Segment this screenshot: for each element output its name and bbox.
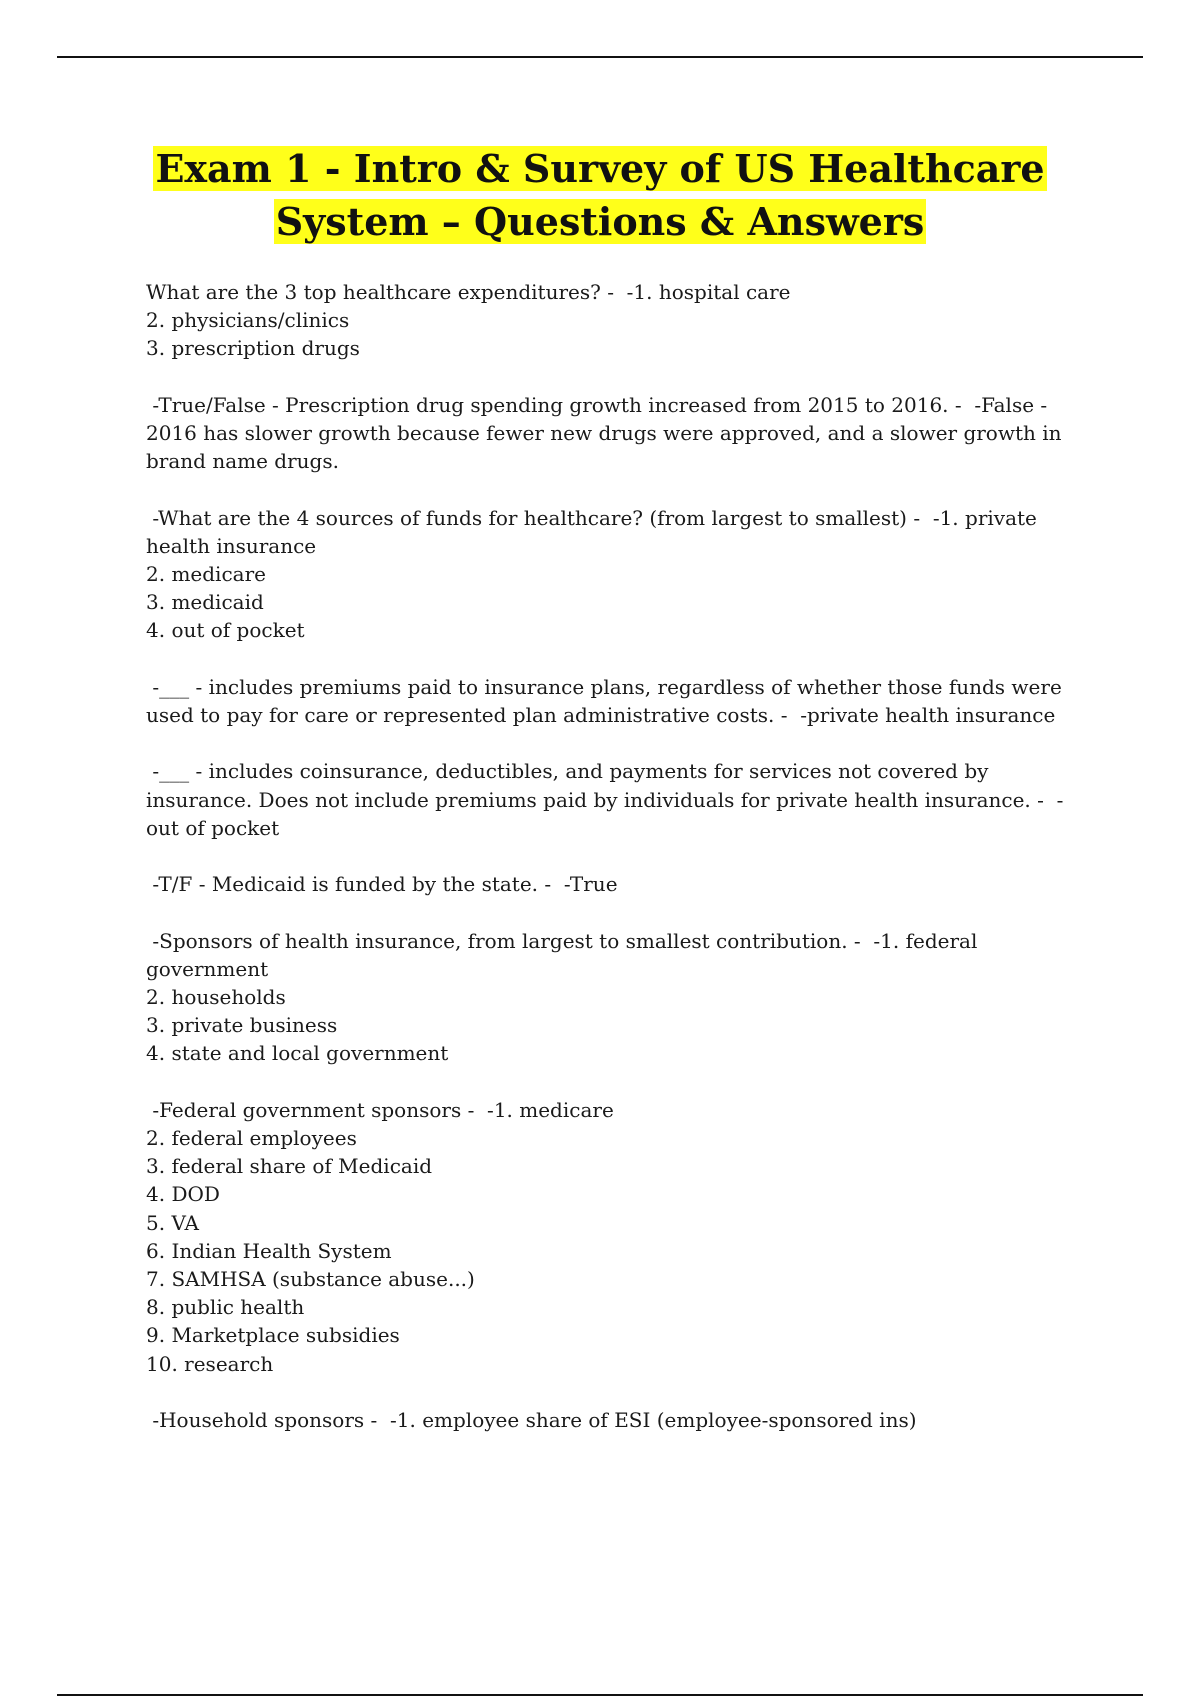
qa-line: 9. Marketplace subsidies [146, 1323, 400, 1348]
qa-line: health insurance [146, 533, 317, 558]
qa-line: 2. medicare [146, 562, 266, 586]
qa-line: -___ - includes premiums paid to insurance plans, regardless of whether those funds were [146, 674, 1062, 699]
qa-line: -Sponsors of health insurance, from largest to smallest contribution. - -1. federal [146, 928, 978, 953]
qa-line: 6. Indian Health System [146, 1238, 392, 1263]
qa-line: brand name drugs. [146, 449, 339, 474]
qa-item [146, 1096, 1076, 1378]
qa-line: -T/F - Medicaid is funded by the state. - -True [146, 872, 618, 897]
qa-line: government [146, 956, 269, 981]
qa-line: 5. VA [146, 1210, 199, 1235]
qa-line: What are the 3 top healthcare expenditures? - -1. hospital care [146, 280, 791, 304]
qa-item [146, 278, 1076, 363]
qa-line: 2016 has slower growth because fewer new drugs were approved, and a slower growth in [146, 421, 1062, 445]
title-line-2: System – Questions & Answers [275, 199, 925, 244]
qa-line: 3. medicaid [146, 590, 264, 615]
qa-line: -___ - includes coinsurance, deductibles, and payments for services not covered by [146, 759, 989, 784]
qa-line: insurance. Does not include premiums paid by individuals for private health insurance. - - [146, 787, 1064, 812]
qa-line: 2. households [146, 984, 286, 1009]
qa-line: -Federal government sponsors - -1. medicare [146, 1097, 614, 1122]
qa-line: -True/False - Prescription drug spending growth increased from 2015 to 2016. - -False - [146, 392, 1048, 417]
qa-line: 4. DOD [146, 1182, 220, 1207]
top-rule [57, 56, 1143, 58]
qa-item [146, 504, 1076, 645]
qa-line: 8. public health [146, 1295, 305, 1320]
qa-line: 2. federal employees [146, 1125, 357, 1150]
qa-line: out of pocket [146, 815, 280, 840]
qa-item [146, 757, 1076, 842]
qa-line: 4. out of pocket [146, 618, 305, 643]
qa-item [146, 870, 1076, 898]
qa-item [146, 391, 1076, 476]
qa-line: 4. state and local government [146, 1041, 449, 1066]
qa-item [146, 673, 1076, 729]
qa-line: 10. research [146, 1351, 274, 1376]
document-title [100, 142, 1100, 248]
qa-line: 3. prescription drugs [146, 336, 360, 361]
qa-line: 7. SAMHSA (substance abuse...) [146, 1267, 475, 1291]
qa-content [146, 278, 1076, 1462]
qa-line: 3. federal share of Medicaid [146, 1154, 433, 1179]
bottom-rule [57, 1694, 1143, 1696]
qa-line: 2. physicians/clinics [146, 308, 350, 333]
qa-line: 3. private business [146, 1013, 338, 1038]
qa-line: -What are the 4 sources of funds for healthcare? (from largest to smallest) - -1. private [146, 505, 1037, 530]
qa-line: -Household sponsors - -1. employee share of ESI (employee-sponsored ins) [146, 1408, 917, 1432]
qa-item [146, 1406, 1076, 1434]
title-line-1: Exam 1 - Intro & Survey of US Healthcare [155, 146, 1045, 191]
title-block [100, 142, 1100, 248]
qa-line: used to pay for care or represented plan administrative costs. - -private health insurance [146, 703, 1056, 727]
qa-item [146, 927, 1076, 1068]
